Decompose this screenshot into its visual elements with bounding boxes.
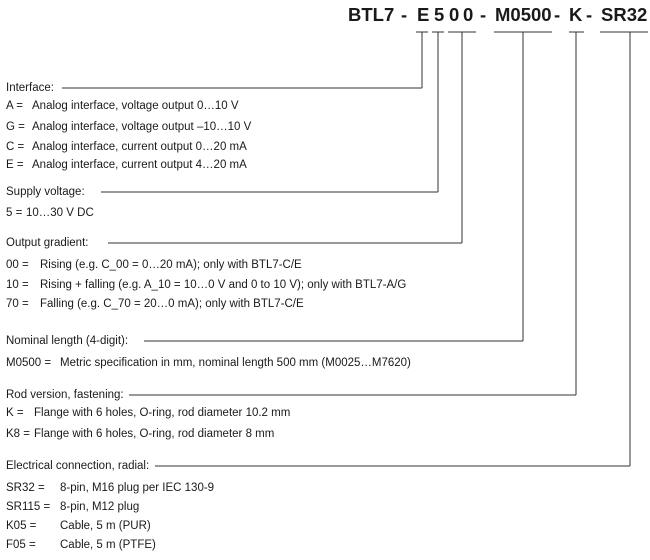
code-dash-3: - — [554, 4, 561, 25]
supply-key: 5 = — [6, 207, 23, 219]
code-dash-1: - — [401, 4, 408, 25]
bracket-interface — [416, 32, 428, 88]
code-gradient-digit-1: 0 — [449, 4, 460, 25]
code-length: M0500 — [495, 4, 552, 25]
connection-key: K05 = — [6, 520, 37, 532]
bracket-supply — [432, 32, 444, 192]
interface-text: Analog interface, voltage output 0…10 V — [32, 100, 239, 112]
gradient-key: 00 = — [6, 259, 29, 271]
interface-item-g — [6, 120, 251, 134]
gradient-text: Rising + falling (e.g. A_10 = 10…0 V and 0 to 10 V); only with BTL7-A/G — [40, 279, 407, 291]
connection-item-sr115 — [6, 500, 139, 514]
connection-text: Cable, 5 m (PTFE) — [60, 539, 156, 551]
connection-item-k05 — [6, 519, 151, 533]
connection-text: 8-pin, M12 plug — [60, 501, 140, 513]
rod-text: Flange with 6 holes, O-ring, rod diameter 8 mm — [34, 428, 275, 440]
code-dash-4: - — [586, 4, 593, 25]
bracket-length — [494, 32, 552, 341]
interface-key: G = — [6, 121, 25, 133]
bracket-gradient — [448, 32, 476, 243]
code-supply: 5 — [434, 4, 445, 25]
interface-title: Interface: — [6, 82, 54, 94]
code-rod: K — [569, 4, 583, 25]
interface-item-c — [6, 140, 247, 154]
gradient-item-00 — [6, 258, 302, 272]
gradient-text: Falling (e.g. C_70 = 20…0 mA); only with BTL7-C/E — [40, 298, 304, 310]
length-title: Nominal length (4-digit): — [6, 335, 129, 347]
code-dash-2: - — [480, 4, 487, 25]
rod-item-k8 — [6, 427, 274, 441]
interface-text: Analog interface, voltage output –10…10 V — [32, 121, 252, 133]
connection-key: SR115 = — [6, 501, 51, 513]
gradient-key: 10 = — [6, 279, 29, 291]
interface-key: C = — [6, 141, 25, 153]
code-prefix: BTL7 — [348, 4, 395, 25]
connection-title: Electrical connection, radial: — [6, 460, 150, 472]
gradient-item-10 — [6, 278, 406, 292]
supply-item — [6, 206, 94, 220]
code-gradient-digit-2: 0 — [463, 4, 474, 25]
bracket-connection — [600, 32, 648, 466]
connection-text: Cable, 5 m (PUR) — [60, 520, 151, 532]
length-item — [6, 356, 411, 370]
length-text: Metric specification in mm, nominal length 500 mm (M0025…M7620) — [60, 357, 411, 369]
interface-text: Analog interface, current output 0…20 mA — [32, 141, 247, 153]
gradient-title: Output gradient: — [6, 237, 89, 249]
code-interface: E — [417, 4, 430, 25]
rod-title: Rod version, fastening: — [6, 389, 124, 401]
interface-item-e — [6, 158, 247, 172]
rod-item-k — [6, 406, 290, 420]
gradient-text: Rising (e.g. C_00 = 0…20 mA); only with BTL7-C/E — [40, 259, 302, 271]
interface-item-a — [6, 99, 239, 113]
rod-key: K = — [6, 407, 24, 419]
connection-text: 8-pin, M16 plug per IEC 130-9 — [60, 482, 215, 494]
interface-key: A = — [6, 100, 23, 112]
gradient-item-70 — [6, 297, 304, 311]
supply-title: Supply voltage: — [6, 186, 85, 198]
code-connection: SR32 — [601, 4, 648, 25]
interface-text: Analog interface, current output 4…20 mA — [32, 159, 247, 171]
rod-text: Flange with 6 holes, O-ring, rod diameter 10.2 mm — [34, 407, 291, 419]
bracket-rod — [569, 32, 584, 395]
gradient-key: 70 = — [6, 298, 29, 310]
connection-key: F05 = — [6, 539, 36, 551]
length-key: M0500 = — [6, 357, 52, 369]
supply-text: 10…30 V DC — [26, 207, 94, 219]
interface-key: E = — [6, 159, 24, 171]
connection-item-sr32 — [6, 481, 214, 495]
connection-item-f05 — [6, 538, 156, 552]
rod-key: K8 = — [6, 428, 30, 440]
connection-key: SR32 = — [6, 482, 45, 494]
